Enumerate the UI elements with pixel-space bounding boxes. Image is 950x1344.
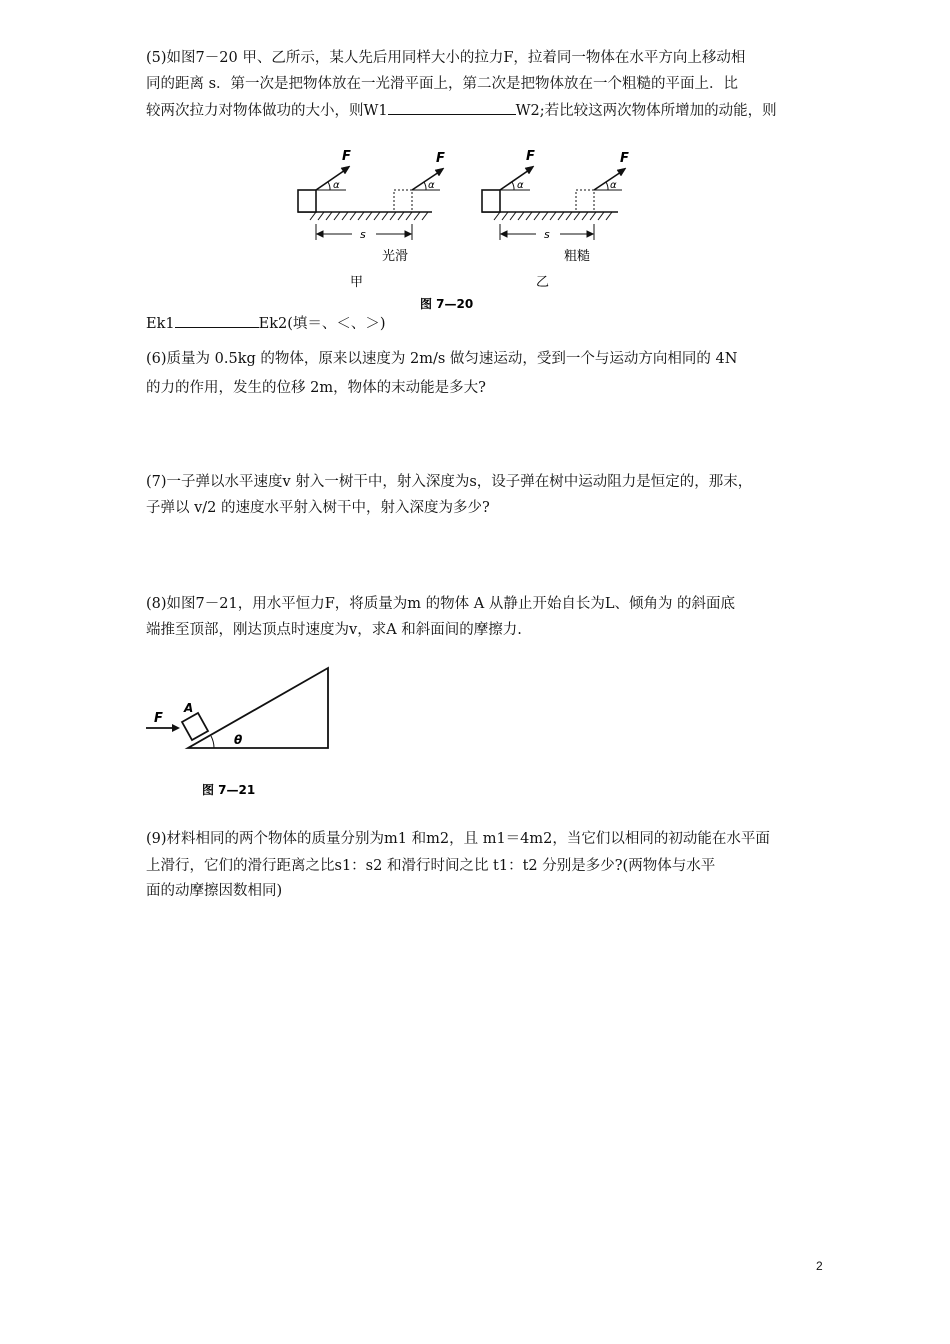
q5-line-4: [146, 313, 386, 334]
q8-line-1: (8)如图7－21，用水平恒力F，将质量为m 的物体 A 从静止开始自长为L、倾角为 的斜面底: [146, 596, 736, 612]
q6-line-2: 的力的作用，发生的位移 2m，物体的末动能是多大?: [146, 380, 486, 396]
figure-7-20-caption: 图 7—20: [420, 297, 474, 311]
distance-label-b: s: [544, 228, 550, 241]
force-label-a2: F: [436, 151, 445, 166]
q5-line-4-start: Ek1: [146, 316, 175, 332]
q7-line-2: 子弹以 v/2 的速度水平射入树干中，射入深度为多少?: [146, 500, 490, 516]
label-jia: 甲: [350, 275, 364, 290]
force-label-b2: F: [620, 151, 629, 166]
q6-line-1: (6)质量为 0.5kg 的物体，原来以速度为 2m/s 做匀速运动，受到一个与运动方向相同的 4N: [146, 351, 738, 367]
q5-line-3-start: 较两次拉力对物体做功的大小，则W1: [146, 103, 388, 119]
figure-7-20: [290, 140, 630, 312]
rough-label: 粗糙: [564, 249, 591, 264]
label-yi: 乙: [536, 275, 550, 290]
q7-line-1: (7)一子弹以水平速度v 射入一树干中，射入深度为s，设子弹在树中运动阻力是恒定的，那末，: [146, 474, 753, 490]
answer-blank-w[interactable]: [388, 100, 516, 115]
answer-blank-ek[interactable]: [175, 313, 259, 328]
block-label-a: A: [184, 701, 194, 715]
angle-label-b2: α: [610, 180, 617, 191]
q5-line-1: (5)如图7－20 甲、乙所示，某人先后用同样大小的拉力F，拉着同一物体在水平方向上移动相: [146, 50, 746, 66]
q9-line-1: (9)材料相同的两个物体的质量分别为m1 和m2，且 m1＝4m2，当它们以相同的初动能在水平面: [146, 831, 770, 847]
q8-line-2: 端推至顶部，刚达顶点时速度为v，求A 和斜面间的摩擦力.: [146, 622, 522, 638]
force-label-a1: F: [342, 149, 351, 164]
figure-7-21-caption: 图 7—21: [202, 783, 256, 797]
q9-line-2: 上滑行，它们的滑行距离之比s1：s2 和滑行时间之比 t1：t2 分别是多少?(两物体与水平: [146, 858, 716, 874]
distance-label-a: s: [360, 228, 366, 241]
force-label-721: F: [154, 711, 163, 726]
page-number: 2: [816, 1259, 823, 1273]
q5-line-4-end: Ek2(填＝、＜、＞): [258, 316, 386, 332]
angle-label-b1: α: [517, 180, 524, 191]
q5-line-3: [146, 100, 777, 121]
q5-line-2: 同的距离 s．第一次是把物体放在一光滑平面上，第二次是把物体放在一个粗糙的平面上．比: [146, 76, 739, 92]
q9-line-3: 面的动摩擦因数相同): [146, 883, 283, 899]
smooth-label: 光滑: [382, 249, 409, 264]
angle-label-a1: α: [333, 180, 340, 191]
figure-7-21: [140, 660, 340, 802]
angle-label-a2: α: [428, 180, 435, 191]
force-label-b1: F: [526, 149, 535, 164]
q5-line-3-end: W2;若比较这两次物体所增加的动能，则: [515, 103, 777, 119]
angle-label-theta: θ: [234, 733, 243, 747]
